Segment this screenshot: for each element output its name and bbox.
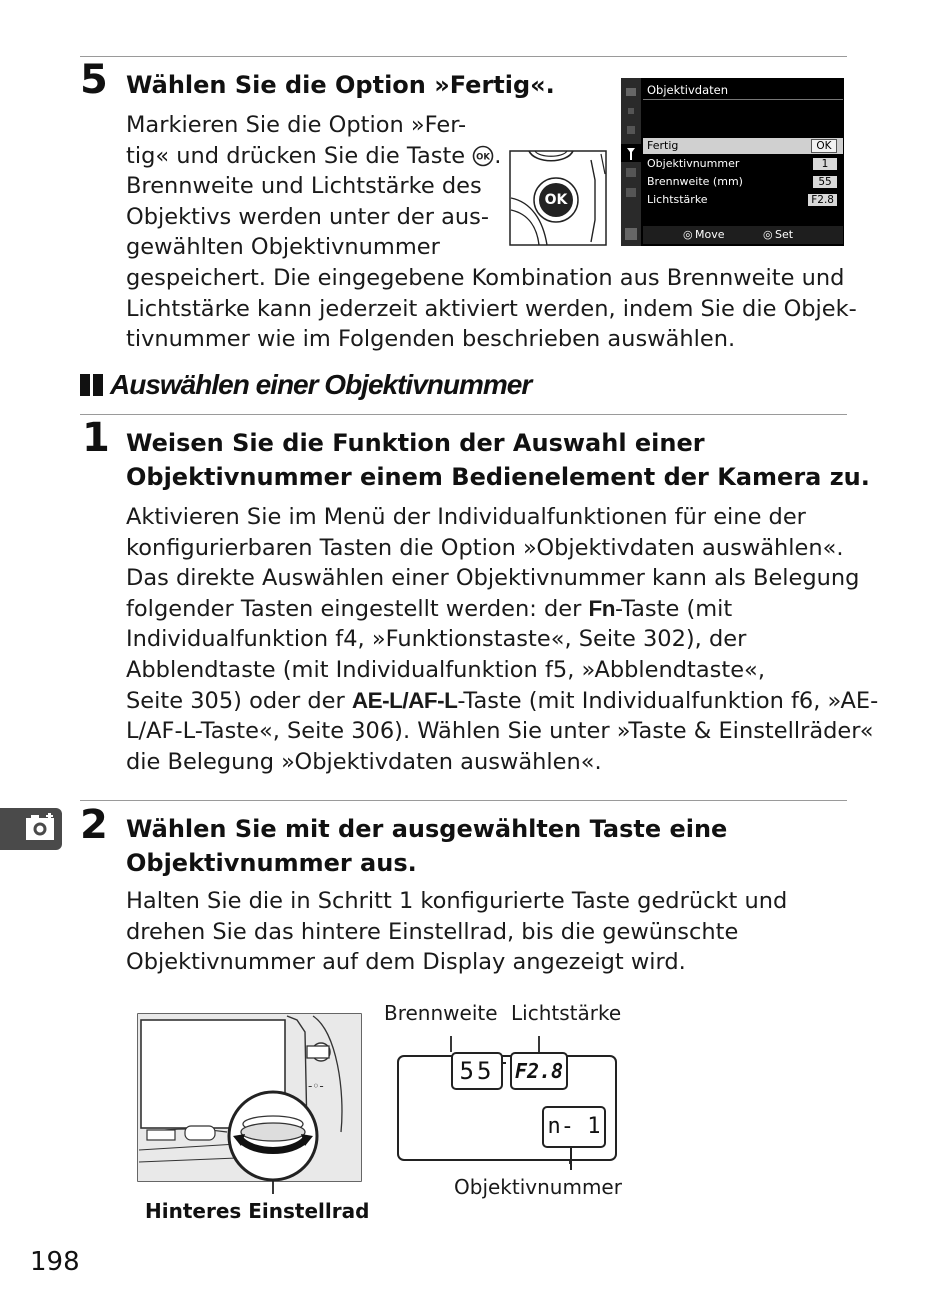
section-bars-icon	[80, 374, 106, 396]
body-line: Individualfunktion f4, »Funktionstaste«, Seite 302), der	[126, 626, 747, 653]
step-body	[126, 502, 878, 777]
body-text: .	[494, 142, 502, 169]
footer-set-label: Set	[775, 228, 794, 241]
body-line: L/AF-L-Taste«, Seite 306). Wählen Sie unter »Taste & Einstellräder«	[126, 718, 874, 745]
svg-text:-◦-: -◦-	[308, 1079, 324, 1093]
lcd-lens-number-display	[542, 1106, 606, 1148]
menu-row-label: Fertig	[647, 139, 679, 152]
ok-button-label: OK	[544, 192, 568, 208]
menu-footer	[643, 226, 843, 244]
body-text: tig« und drücken Sie die Taste	[126, 142, 473, 169]
menu-side-tabs	[621, 78, 641, 246]
step-title	[126, 812, 727, 880]
menu-tab-icons	[621, 78, 641, 246]
body-text: Seite 305) oder der	[126, 687, 352, 714]
page-number: 198	[30, 1247, 80, 1277]
body-line: tivnummer wie im Folgenden beschrieben auswählen.	[126, 326, 736, 353]
menu-row-focal-length[interactable]	[643, 174, 843, 190]
camera-dial-drawing	[137, 1012, 363, 1194]
focal-length-label: Brennweite	[384, 1001, 498, 1025]
lcd-focal-value: 55	[459, 1057, 495, 1085]
camera-menu-screen	[621, 78, 844, 246]
menu-row-value: 1	[813, 158, 837, 170]
body-line: die Belegung »Objektivdaten auswählen«.	[126, 748, 602, 775]
menu-row-lens-number[interactable]	[643, 156, 843, 172]
body-line: Objektivs werden unter der aus-	[126, 203, 490, 230]
lcd-aperture-display	[510, 1052, 568, 1090]
menu-row-label: Brennweite (mm)	[647, 175, 743, 188]
body-line: Das direkte Auswählen einer Objektivnummer kann als Belegung	[126, 565, 860, 592]
title-line: Objektivnummer einem Bedienelement der Kamera zu.	[126, 463, 870, 491]
menu-row-value: OK	[811, 139, 837, 153]
lens-number-label: Objektivnummer	[454, 1175, 622, 1199]
section-heading	[80, 367, 531, 403]
dial-caption: Hinteres Einstellrad	[145, 1199, 370, 1223]
lcd-lens-number-value: n- 1	[547, 1114, 601, 1139]
step-number: 2	[80, 802, 108, 848]
title-line: Objektivnummer aus.	[126, 849, 417, 877]
chapter-tab	[0, 808, 62, 850]
camera-rear-illustration	[137, 1012, 363, 1194]
body-line: drehen Sie das hintere Einstellrad, bis die gewünschte	[126, 918, 739, 945]
menu-row-value: 55	[813, 176, 837, 188]
fn-key-label: Fn	[588, 595, 616, 621]
step-number: 5	[80, 57, 108, 103]
lcd-focal-display	[451, 1052, 503, 1090]
title-line: Weisen Sie die Funktion der Auswahl einer	[126, 429, 705, 457]
body-line	[126, 686, 878, 717]
title-line: Wählen Sie mit der ausgewählten Taste eine	[126, 815, 728, 843]
menu-row-value: F2.8	[808, 194, 837, 206]
ok-button-icon	[472, 145, 494, 167]
step-number: 1	[82, 415, 110, 461]
menu-row-label: Lichtstärke	[647, 193, 708, 206]
body-line: Aktivieren Sie im Menü der Individualfunktionen für eine der	[126, 504, 806, 530]
section-rule	[80, 414, 847, 415]
body-line: gespeichert. Die eingegebene Kombination aus Brennweite und	[126, 264, 845, 291]
body-line: gewählten Objektivnummer	[126, 234, 440, 261]
ok-button-illustration	[509, 150, 607, 246]
step-title	[126, 426, 870, 494]
lcd-aperture-value: F2.8	[514, 1059, 564, 1083]
body-line	[126, 594, 878, 625]
body-line: konfigurierbaren Tasten die Option »Objektivdaten auswählen«.	[126, 534, 844, 561]
body-line: Halten Sie die in Schritt 1 konfigurierte Taste gedrückt und	[126, 888, 788, 914]
multi-selector-icon: ◎	[683, 228, 693, 241]
menu-row-done[interactable]	[643, 138, 843, 154]
menu-row-aperture[interactable]	[643, 192, 843, 208]
aperture-label: Lichtstärke	[511, 1001, 622, 1025]
menu-row-label: Objektivnummer	[647, 157, 740, 170]
footer-move-label: Move	[695, 228, 725, 241]
body-line: Abblendtaste (mit Individualfunktion f5, »Abblendtaste«,	[126, 656, 765, 683]
camera-settings-icon	[0, 808, 62, 850]
ae-l-af-l-key-label: AE-L/AF-L	[351, 687, 458, 713]
top-rule	[80, 56, 847, 57]
menu-title: Objektivdaten	[647, 83, 729, 97]
lcd-panel-illustration	[396, 1036, 618, 1164]
step-rule	[80, 800, 847, 801]
svg-text:OK: OK	[476, 152, 491, 163]
ok-icon: ◎	[763, 228, 773, 241]
body-text: folgender Tasten eingestellt werden: der	[126, 595, 589, 622]
step-body	[126, 886, 787, 978]
section-title: Auswählen einer Objektivnummer	[110, 369, 532, 400]
body-line: Brennweite und Lichtstärke des	[126, 173, 482, 200]
step-title: Wählen Sie die Option »Fertig«.	[126, 71, 555, 99]
body-text: -Taste (mit	[615, 595, 733, 622]
body-line: Lichtstärke kann jederzeit aktiviert werden, indem Sie die Objek-	[126, 295, 857, 322]
body-line: Markieren Sie die Option »Fer-	[126, 112, 467, 138]
body-line: Objektivnummer auf dem Display angezeigt wird.	[126, 949, 686, 976]
body-text: -Taste (mit Individualfunktion f6, »AE-	[457, 687, 879, 714]
